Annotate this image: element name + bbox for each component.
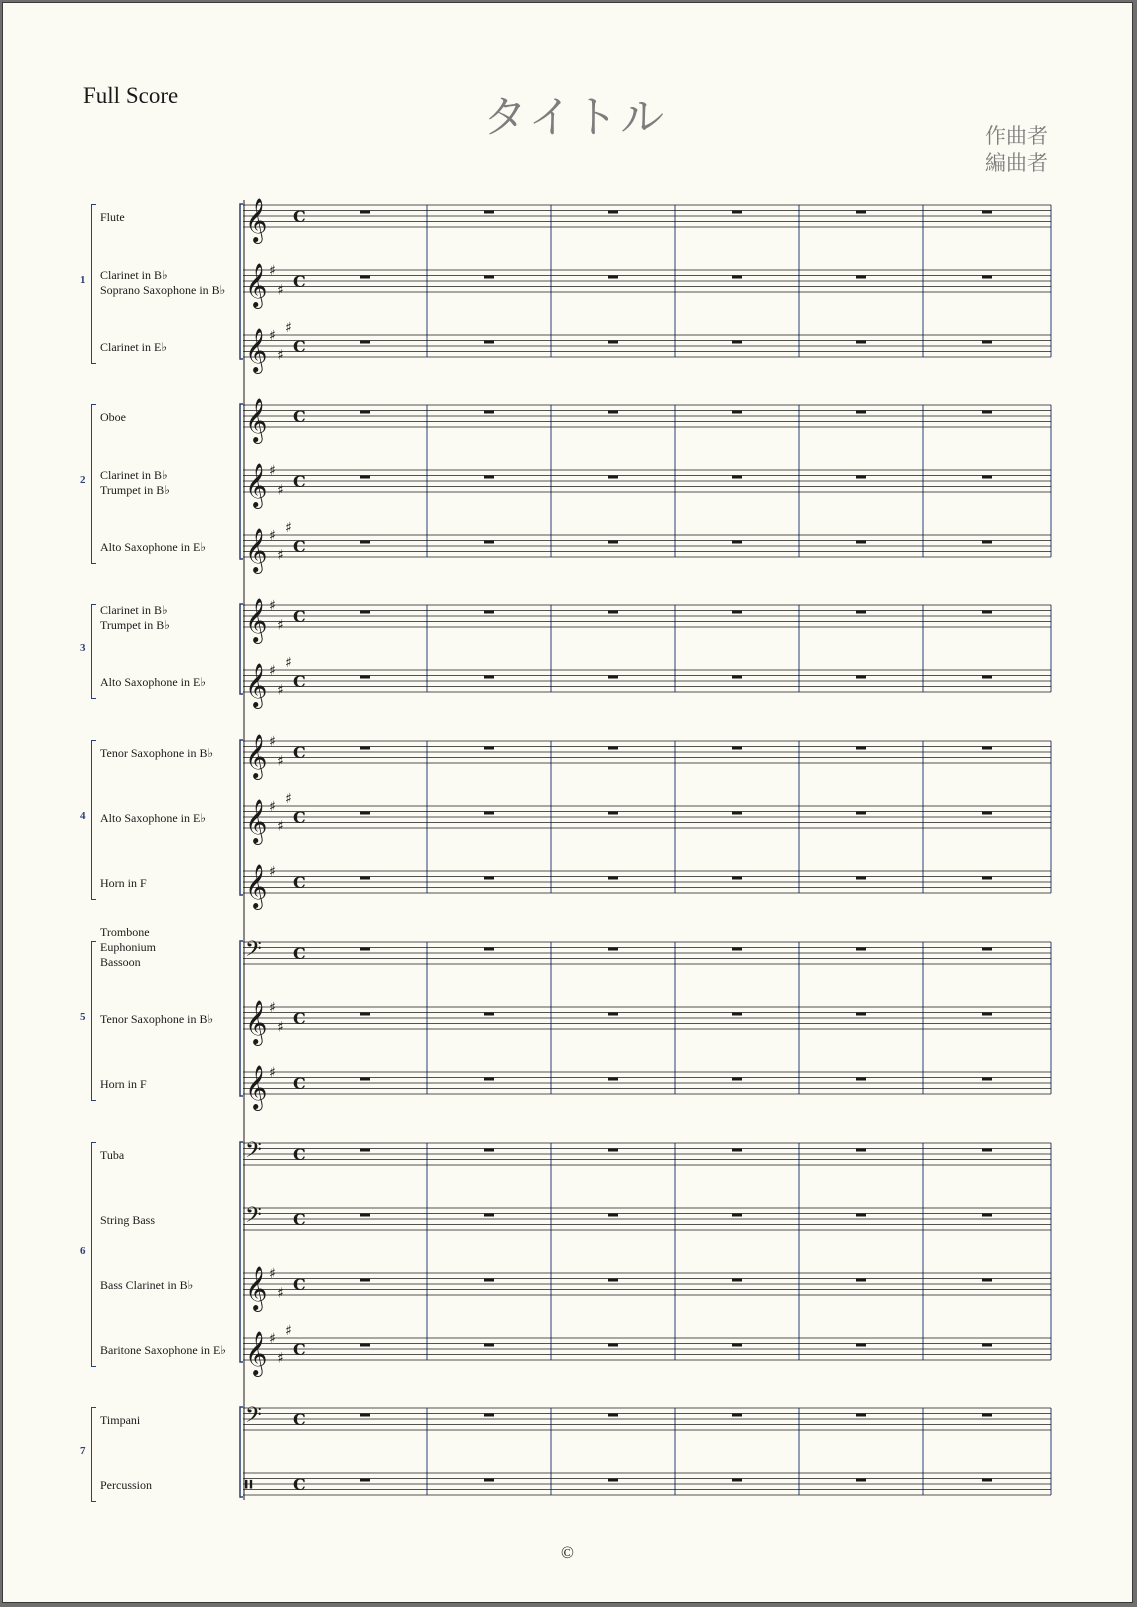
treble-clef: 𝄞 (245, 328, 268, 372)
sharp-accidental: ♯ (269, 1000, 276, 1016)
staff-group-bracket (240, 204, 243, 359)
treble-clef: 𝄞 (245, 734, 268, 778)
sharp-accidental: ♯ (277, 482, 284, 499)
instrument-name: Tuba (100, 1148, 125, 1162)
whole-rest (982, 676, 992, 679)
whole-rest (360, 812, 370, 815)
sharp-accidental: ♯ (277, 347, 284, 364)
whole-rest (856, 1214, 866, 1217)
staff-group-bracket (240, 740, 243, 895)
whole-rest (608, 676, 618, 679)
sharp-accidental: ♯ (277, 753, 284, 770)
instrument-name: Baritone Saxophone in E♭ (100, 1343, 226, 1357)
whole-rest (360, 1078, 370, 1081)
whole-rest (360, 276, 370, 279)
common-time-signature: C (293, 537, 306, 556)
whole-rest (608, 948, 618, 951)
whole-rest (608, 1078, 618, 1081)
whole-rest (484, 1214, 494, 1217)
whole-rest (982, 877, 992, 880)
sharp-accidental: ♯ (277, 282, 284, 299)
treble-clef: 𝄞 (245, 463, 268, 507)
instrument-name: Flute (100, 210, 125, 224)
instrument-name: Bassoon (100, 955, 141, 969)
whole-rest (856, 211, 866, 214)
whole-rest (732, 476, 742, 479)
common-time-signature: C (293, 407, 306, 426)
staff-group-bracket (240, 604, 243, 694)
whole-rest (608, 1013, 618, 1016)
whole-rest (484, 877, 494, 880)
whole-rest (856, 1414, 866, 1417)
whole-rest (856, 611, 866, 614)
arranger-name: 編曲者 (985, 151, 1048, 175)
treble-clef: 𝄞 (245, 799, 268, 843)
whole-rest (856, 877, 866, 880)
whole-rest (856, 747, 866, 750)
sharp-accidental: ♯ (285, 654, 292, 671)
sharp-accidental: ♯ (269, 1266, 276, 1282)
sharp-accidental: ♯ (269, 799, 276, 815)
whole-rest (608, 541, 618, 544)
common-time-signature: C (293, 337, 306, 356)
whole-rest (360, 476, 370, 479)
common-time-signature: C (293, 1475, 306, 1494)
sharp-accidental: ♯ (285, 519, 292, 536)
composer-name: 作曲者 (985, 124, 1048, 148)
whole-rest (732, 1344, 742, 1347)
whole-rest (484, 747, 494, 750)
group-number: 3 (80, 641, 86, 654)
sharp-accidental: ♯ (269, 734, 276, 750)
whole-rest (360, 1414, 370, 1417)
sharp-accidental: ♯ (269, 663, 276, 679)
sharp-accidental: ♯ (269, 263, 276, 279)
whole-rest (360, 611, 370, 614)
whole-rest (732, 676, 742, 679)
whole-rest (360, 948, 370, 951)
whole-rest (608, 1414, 618, 1417)
treble-clef: 𝄞 (245, 528, 268, 572)
instrument-name: Trumpet in B♭ (100, 617, 170, 632)
common-time-signature: C (293, 743, 306, 762)
sharp-accidental: ♯ (277, 1019, 284, 1036)
whole-rest (484, 411, 494, 414)
whole-rest (982, 341, 992, 344)
instrument-name: Horn in F (100, 876, 147, 890)
treble-clef: 𝄞 (245, 598, 268, 642)
sharp-accidental: ♯ (269, 463, 276, 479)
instrument-name: Trumpet in B♭ (100, 482, 170, 497)
instrument-name: Euphonium (100, 940, 156, 954)
copyright-symbol: © (561, 1543, 574, 1562)
instrument-name: Tenor Saxophone in B♭ (100, 1012, 214, 1026)
common-time-signature: C (293, 944, 306, 963)
bass-clef: 𝄢 (245, 937, 262, 967)
whole-rest (608, 476, 618, 479)
whole-rest (484, 676, 494, 679)
bass-clef: 𝄢 (245, 1203, 262, 1233)
sharp-accidental: ♯ (277, 617, 284, 634)
whole-rest (732, 747, 742, 750)
whole-rest (360, 341, 370, 344)
whole-rest (856, 1013, 866, 1016)
whole-rest (608, 812, 618, 815)
bass-clef: 𝄢 (245, 1138, 262, 1168)
instrument-name: Clarinet in B♭ (100, 267, 168, 282)
whole-rest (608, 411, 618, 414)
whole-rest (982, 948, 992, 951)
whole-rest (484, 476, 494, 479)
whole-rest (982, 747, 992, 750)
whole-rest (608, 747, 618, 750)
whole-rest (608, 1279, 618, 1282)
instrument-name: Alto Saxophone in E♭ (100, 540, 206, 554)
sharp-accidental: ♯ (277, 1350, 284, 1367)
whole-rest (608, 1479, 618, 1482)
group-number: 7 (80, 1444, 86, 1457)
whole-rest (608, 1214, 618, 1217)
instrument-name: Clarinet in B♭ (100, 602, 168, 617)
whole-rest (982, 411, 992, 414)
treble-clef: 𝄞 (245, 263, 268, 307)
treble-clef: 𝄞 (245, 398, 268, 442)
sharp-accidental: ♯ (269, 328, 276, 344)
instrument-name: Percussion (100, 1478, 152, 1492)
whole-rest (360, 211, 370, 214)
whole-rest (484, 1078, 494, 1081)
whole-rest (360, 1279, 370, 1282)
whole-rest (484, 1279, 494, 1282)
whole-rest (732, 1214, 742, 1217)
whole-rest (484, 341, 494, 344)
whole-rest (732, 1479, 742, 1482)
sharp-accidental: ♯ (277, 818, 284, 835)
whole-rest (856, 676, 866, 679)
instrument-name: Bass Clarinet in B♭ (100, 1278, 194, 1292)
sharp-accidental: ♯ (269, 598, 276, 614)
treble-clef: 𝄞 (245, 864, 268, 908)
whole-rest (608, 877, 618, 880)
whole-rest (732, 541, 742, 544)
whole-rest (856, 341, 866, 344)
whole-rest (982, 1078, 992, 1081)
whole-rest (484, 1149, 494, 1152)
treble-clef: 𝄞 (245, 198, 268, 242)
whole-rest (732, 1078, 742, 1081)
whole-rest (856, 476, 866, 479)
whole-rest (732, 877, 742, 880)
sharp-accidental: ♯ (269, 864, 276, 880)
whole-rest (484, 812, 494, 815)
common-time-signature: C (293, 672, 306, 691)
sharp-accidental: ♯ (277, 682, 284, 699)
whole-rest (608, 611, 618, 614)
staff-group-bracket (240, 1407, 243, 1497)
whole-rest (982, 1013, 992, 1016)
whole-rest (732, 1414, 742, 1417)
whole-rest (732, 1013, 742, 1016)
common-time-signature: C (293, 1410, 306, 1429)
whole-rest (982, 812, 992, 815)
common-time-signature: C (293, 272, 306, 291)
whole-rest (484, 211, 494, 214)
instrument-name: Trombone (100, 925, 150, 939)
common-time-signature: C (293, 1074, 306, 1093)
common-time-signature: C (293, 207, 306, 226)
instrument-name: Timpani (100, 1413, 141, 1427)
whole-rest (484, 1013, 494, 1016)
instrument-name: Soprano Saxophone in B♭ (100, 282, 226, 297)
treble-clef: 𝄞 (245, 1266, 268, 1310)
whole-rest (982, 611, 992, 614)
whole-rest (856, 948, 866, 951)
whole-rest (856, 1078, 866, 1081)
percussion-clef: 𝄥 (245, 1471, 253, 1499)
instrument-name: Clarinet in E♭ (100, 340, 167, 354)
common-time-signature: C (293, 1009, 306, 1028)
instrument-name: String Bass (100, 1213, 156, 1227)
instrument-name: Oboe (100, 410, 126, 424)
whole-rest (856, 1344, 866, 1347)
whole-rest (484, 541, 494, 544)
whole-rest (982, 1279, 992, 1282)
instrument-name: Alto Saxophone in E♭ (100, 675, 206, 689)
whole-rest (732, 276, 742, 279)
whole-rest (484, 276, 494, 279)
common-time-signature: C (293, 472, 306, 491)
sharp-accidental: ♯ (285, 790, 292, 807)
whole-rest (982, 1344, 992, 1347)
whole-rest (856, 1149, 866, 1152)
common-time-signature: C (293, 607, 306, 626)
whole-rest (982, 276, 992, 279)
sharp-accidental: ♯ (277, 1285, 284, 1302)
common-time-signature: C (293, 1340, 306, 1359)
whole-rest (484, 1479, 494, 1482)
whole-rest (856, 1479, 866, 1482)
whole-rest (360, 1344, 370, 1347)
treble-clef: 𝄞 (245, 663, 268, 707)
whole-rest (732, 211, 742, 214)
whole-rest (732, 812, 742, 815)
staff-group-bracket (240, 941, 243, 1096)
group-number: 1 (80, 274, 86, 286)
whole-rest (856, 411, 866, 414)
whole-rest (484, 1344, 494, 1347)
bass-clef: 𝄢 (245, 1403, 262, 1433)
group-number: 2 (80, 474, 86, 486)
sharp-accidental: ♯ (277, 547, 284, 564)
whole-rest (982, 541, 992, 544)
whole-rest (982, 476, 992, 479)
whole-rest (360, 411, 370, 414)
staff-group-bracket (240, 404, 243, 559)
treble-clef: 𝄞 (245, 1000, 268, 1044)
sharp-accidental: ♯ (285, 319, 292, 336)
instrument-name: Horn in F (100, 1077, 147, 1091)
common-time-signature: C (293, 873, 306, 892)
whole-rest (982, 1214, 992, 1217)
common-time-signature: C (293, 1145, 306, 1164)
whole-rest (360, 676, 370, 679)
group-number: 5 (80, 1011, 86, 1023)
whole-rest (856, 1279, 866, 1282)
whole-rest (732, 1279, 742, 1282)
sharp-accidental: ♯ (285, 1322, 292, 1339)
staff-group-bracket (240, 1142, 243, 1362)
whole-rest (360, 1214, 370, 1217)
whole-rest (360, 877, 370, 880)
whole-rest (484, 948, 494, 951)
instrument-name: Alto Saxophone in E♭ (100, 811, 206, 825)
instrument-name: Clarinet in B♭ (100, 467, 168, 482)
whole-rest (732, 1149, 742, 1152)
common-time-signature: C (293, 1210, 306, 1229)
treble-clef: 𝄞 (245, 1331, 268, 1375)
whole-rest (484, 611, 494, 614)
whole-rest (360, 747, 370, 750)
whole-rest (982, 1149, 992, 1152)
group-number: 6 (80, 1244, 86, 1257)
sharp-accidental: ♯ (269, 528, 276, 544)
instrument-name: Tenor Saxophone in B♭ (100, 746, 214, 760)
whole-rest (360, 1149, 370, 1152)
common-time-signature: C (293, 808, 306, 827)
whole-rest (982, 1414, 992, 1417)
whole-rest (608, 1344, 618, 1347)
whole-rest (732, 611, 742, 614)
whole-rest (608, 211, 618, 214)
whole-rest (360, 1479, 370, 1482)
whole-rest (608, 341, 618, 344)
group-number: 4 (80, 810, 86, 822)
whole-rest (360, 541, 370, 544)
whole-rest (856, 276, 866, 279)
common-time-signature: C (293, 1275, 306, 1294)
whole-rest (856, 541, 866, 544)
whole-rest (982, 211, 992, 214)
whole-rest (608, 276, 618, 279)
whole-rest (732, 948, 742, 951)
score-title: タイトル (483, 92, 667, 143)
whole-rest (982, 1479, 992, 1482)
whole-rest (732, 411, 742, 414)
sharp-accidental: ♯ (269, 1065, 276, 1081)
sharp-accidental: ♯ (269, 1331, 276, 1347)
whole-rest (484, 1414, 494, 1417)
treble-clef: 𝄞 (245, 1065, 268, 1109)
score-type-label: Full Score (83, 83, 179, 108)
whole-rest (732, 341, 742, 344)
whole-rest (360, 1013, 370, 1016)
whole-rest (856, 812, 866, 815)
whole-rest (608, 1149, 618, 1152)
